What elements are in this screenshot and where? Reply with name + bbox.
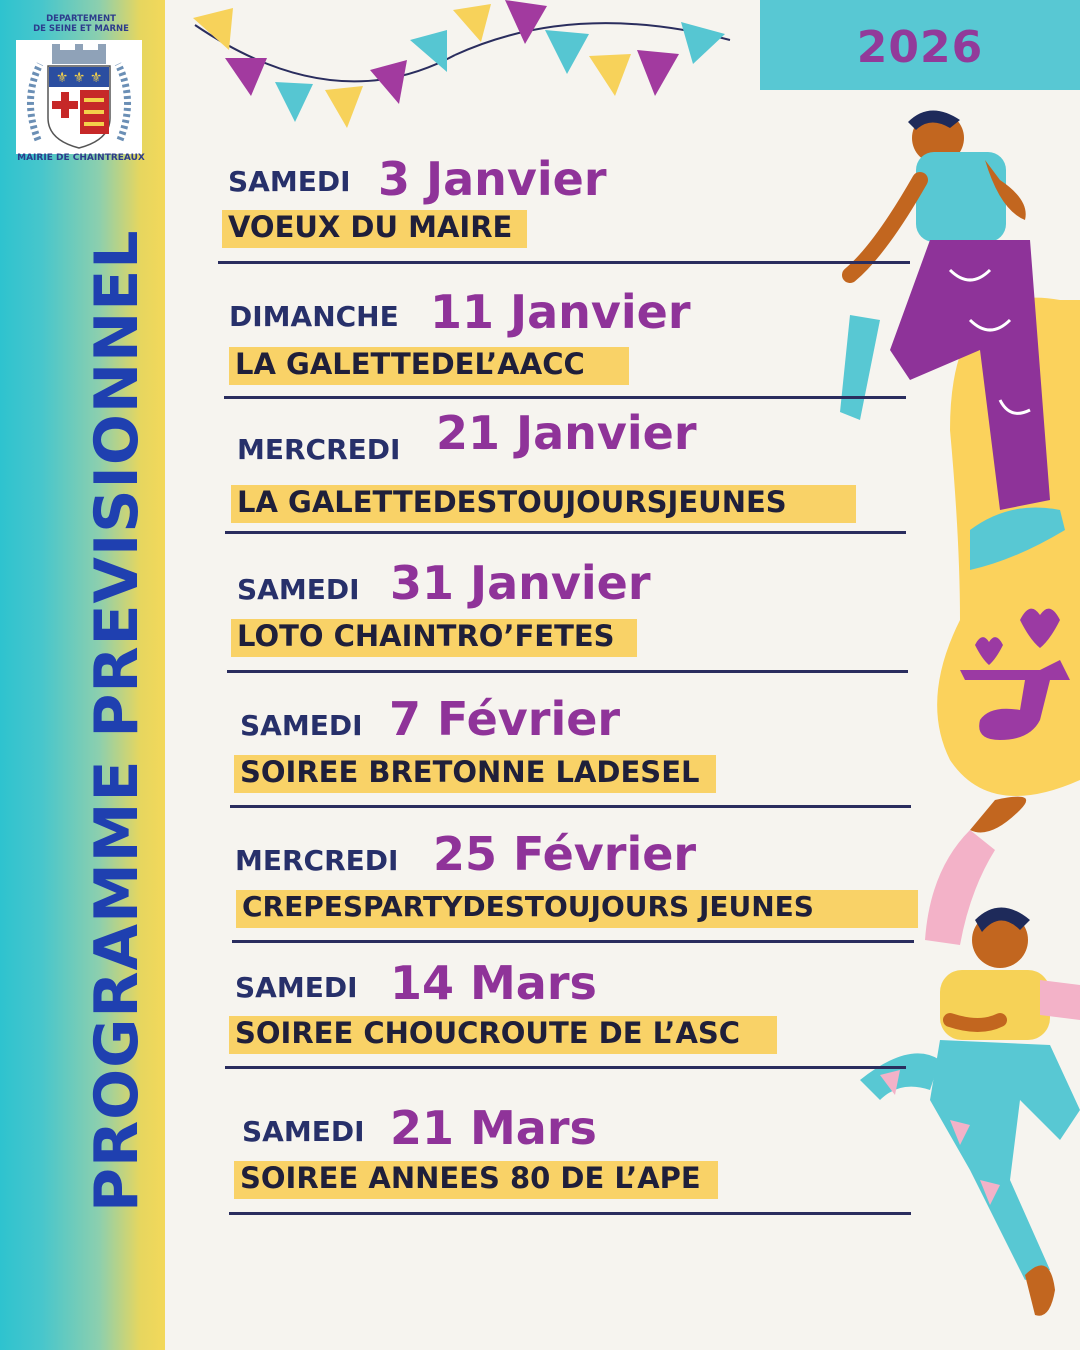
coat-of-arms-icon — [16, 40, 142, 154]
mairie-text: MAIRIE DE CHAINTREAUX — [17, 153, 145, 163]
event-day: DIMANCHE — [229, 300, 399, 333]
divider — [232, 940, 914, 943]
department-line-1: DEPARTEMENT — [46, 14, 116, 24]
event-day: SAMEDI — [242, 1115, 365, 1148]
event-date: 21 Mars — [390, 1101, 597, 1155]
event-date: 11 Janvier — [430, 285, 691, 339]
dancers-illustration — [820, 100, 1080, 1350]
year-badge — [760, 0, 1080, 90]
event-day: SAMEDI — [235, 971, 358, 1004]
event-title: SOIREE CHOUCROUTE DE L’ASC — [235, 1016, 741, 1050]
event-title: LOTO CHAINTRO’FETES — [237, 619, 615, 653]
svg-text:⚜ ⚜ ⚜: ⚜ ⚜ ⚜ — [55, 70, 103, 86]
event-title: VOEUX DU MAIRE — [228, 210, 513, 244]
event-title: SOIREE ANNEES 80 DE L’APE — [240, 1161, 701, 1195]
event-day: MERCREDI — [235, 844, 399, 877]
event-date: 31 Janvier — [390, 556, 651, 610]
event-title: LA GALETTEDEL’AACC — [235, 347, 585, 381]
vertical-title: PROGRAMME PREVISIONNEL — [82, 229, 152, 1212]
event-date: 3 Janvier — [378, 152, 607, 206]
divider — [227, 670, 908, 673]
year-text: 2026 — [856, 22, 984, 73]
event-day: SAMEDI — [240, 709, 363, 742]
event-title: LA GALETTEDESTOUJOURSJEUNES — [237, 485, 787, 519]
divider — [218, 261, 910, 264]
dancer-bottom-icon — [860, 797, 1080, 1316]
divider — [225, 1066, 906, 1069]
event-date: 25 Février — [433, 827, 697, 881]
event-title: CREPESPARTYDESTOUJOURS JEUNES — [242, 890, 814, 923]
divider — [229, 1212, 911, 1215]
coat-of-arms — [16, 40, 142, 154]
event-date: 21 Janvier — [436, 406, 697, 460]
bunting-decoration — [185, 0, 745, 140]
dancer-top-icon — [840, 110, 1065, 570]
department-line-2: DE SEINE ET MARNE — [33, 24, 129, 34]
event-title: SOIREE BRETONNE LADESEL — [240, 755, 700, 789]
event-date: 14 Mars — [390, 956, 597, 1010]
event-date: 7 Février — [389, 692, 621, 746]
flag-icon — [193, 0, 725, 128]
divider — [224, 396, 906, 399]
event-day: SAMEDI — [237, 573, 360, 606]
department-text — [6, 14, 156, 34]
divider — [225, 531, 906, 534]
divider — [230, 805, 911, 808]
event-day: MERCREDI — [237, 433, 401, 466]
municipal-logo — [6, 8, 156, 168]
side-banner — [0, 0, 165, 1350]
event-day: SAMEDI — [228, 165, 351, 198]
